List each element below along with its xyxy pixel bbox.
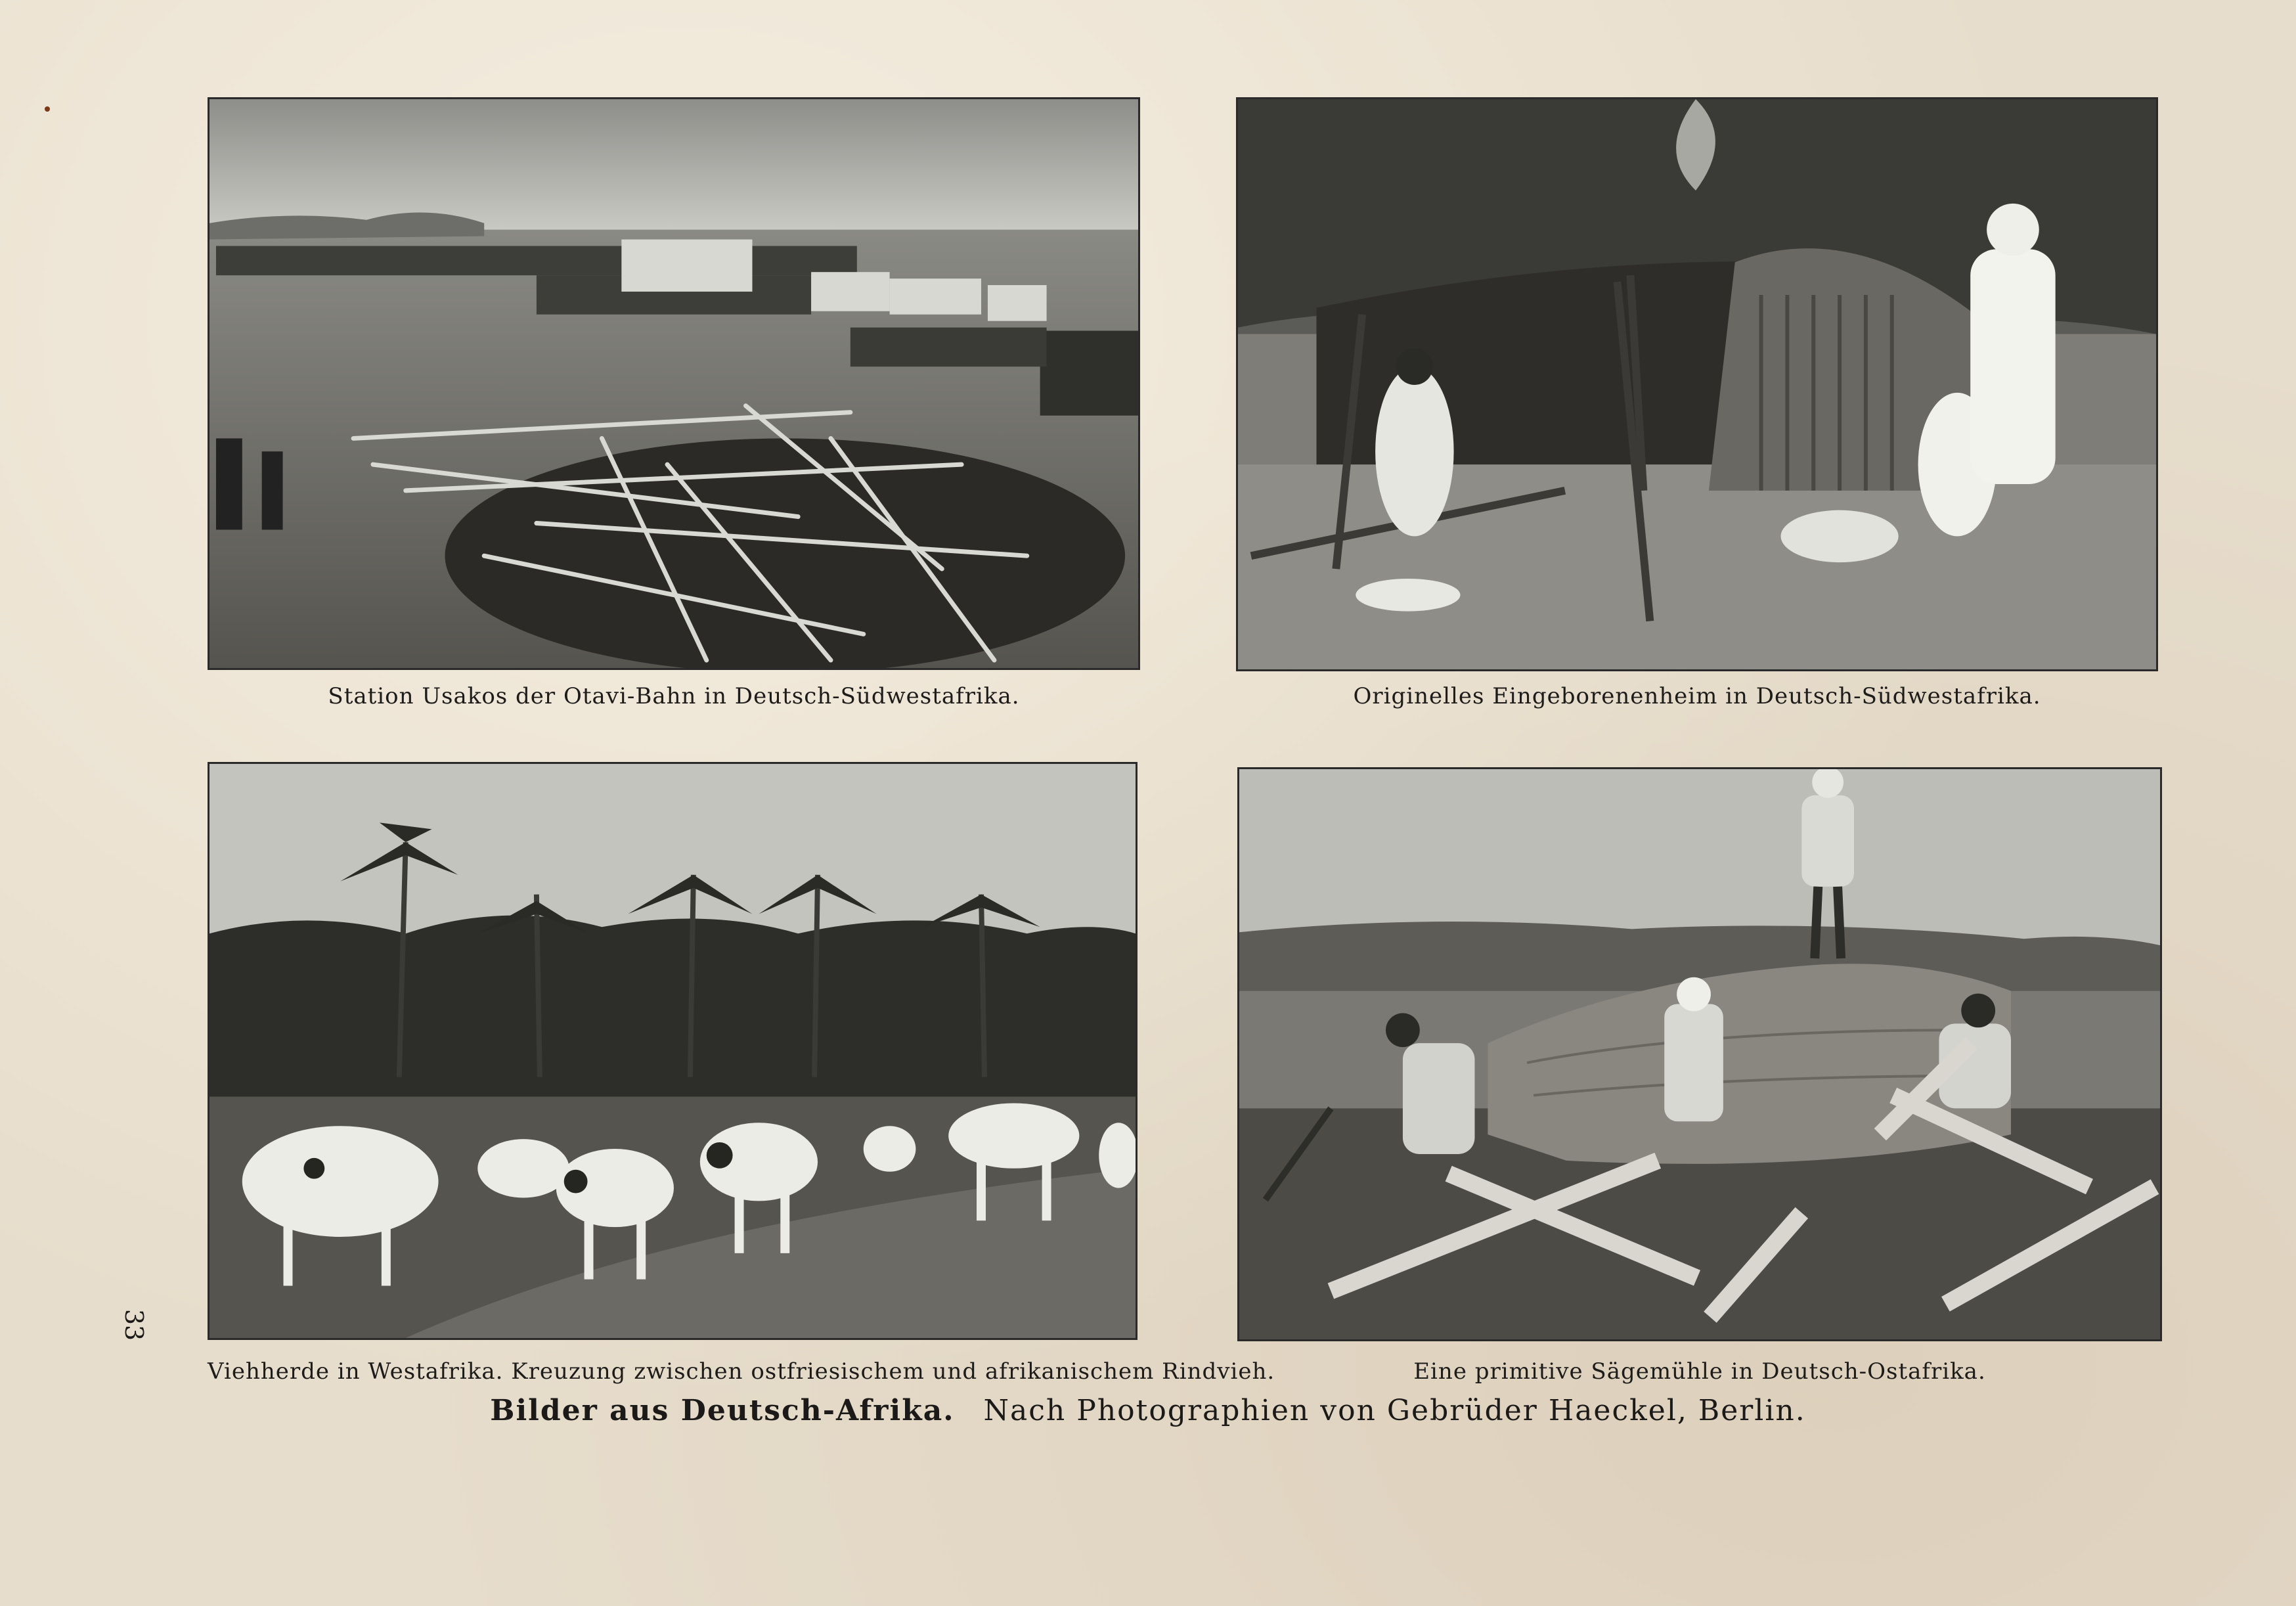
photo-station-usakos-image	[210, 99, 1138, 668]
page-title	[0, 1394, 2296, 1427]
photo-cattle-herd	[208, 762, 1137, 1340]
caption-native-dwelling: Originelles Eingeborenenheim in Deutsch-Südwestafrika.	[1353, 683, 2041, 709]
photo-sawmill-image	[1239, 769, 2160, 1339]
title-main: Bilder aus Deutsch-Afrika.	[490, 1394, 955, 1427]
ink-spot	[45, 106, 50, 112]
photo-native-dwelling	[1236, 97, 2158, 671]
title-credit: Nach Photographien von Gebrüder Haeckel, Berlin.	[983, 1394, 1806, 1427]
caption-station-usakos: Station Usakos der Otavi-Bahn in Deutsch-Südwestafrika.	[328, 683, 1020, 709]
photo-native-dwelling-image	[1238, 99, 2156, 669]
photo-station-usakos	[208, 97, 1140, 670]
page-number: 33	[120, 1308, 149, 1341]
photo-cattle-herd-image	[210, 764, 1136, 1338]
caption-cattle-herd: Viehherde in Westafrika. Kreuzung zwischen ostfriesischem und afrikanischem Rindvieh.	[208, 1358, 1275, 1385]
caption-sawmill: Eine primitive Sägemühle in Deutsch-Ostafrika.	[1413, 1358, 1986, 1385]
photo-sawmill	[1237, 767, 2162, 1341]
